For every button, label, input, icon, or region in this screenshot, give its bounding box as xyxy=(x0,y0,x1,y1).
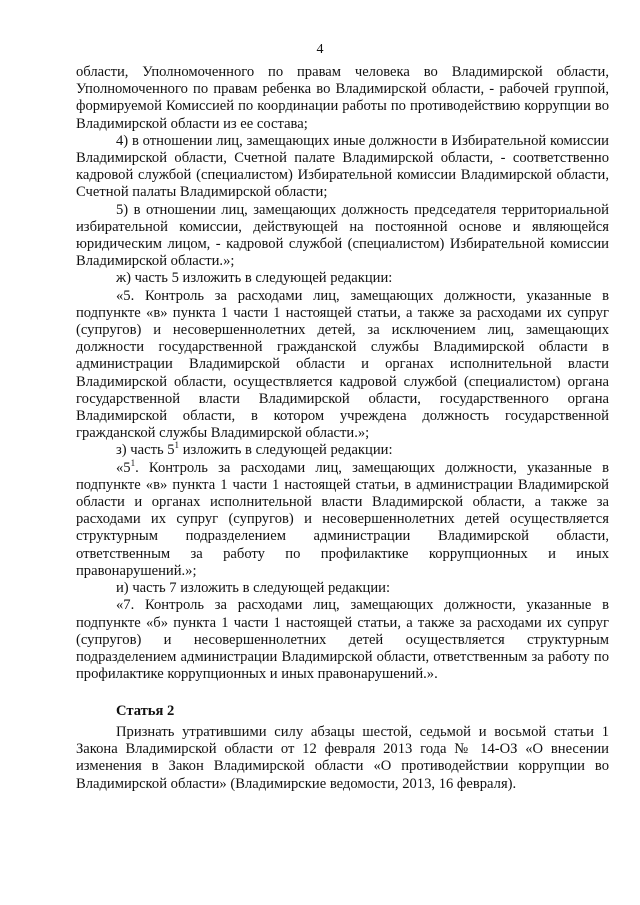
paragraph-item-5: 5) в отношении лиц, замещающих должность председателя территориальной избирательной комиссии, действующей на постоянной основе и являющейся юридическим лицом, - кадровой службой (специалистом) Избирательной комиссии Владимирской области.»; xyxy=(76,201,609,270)
paragraph-part-5-1-text xyxy=(76,457,609,580)
superscript-index: 1 xyxy=(130,457,136,468)
article-2-heading: Статья 2 xyxy=(116,703,175,719)
paragraph-part-5-text: «5. Контроль за расходами лиц, замещающих должности, указанные в подпункте «в» пункта 1 части 1 настоящей статьи, а также за расходами их супруг (супругов) и несовершеннолетних детей, за исключением лиц, замещающих должности государственной гражданской службы Владимирской области в администрации Владимирской области и органах исполнительной власти Владимирской области, осуществляется кадровой службой (специалистом) органа государственной власти Владимирской области, государственного органа Владимирской области, в котором учреждена должность государственной гражданской службы Владимирской области.»; xyxy=(76,287,609,442)
superscript-index: 1 xyxy=(174,440,180,451)
paragraph-amendment-z-post: изложить в следующей редакции: xyxy=(179,442,393,459)
paragraph-part-7-text: «7. Контроль за расходами лиц, замещающих должности, указанные в подпункте «б» пункта 1 части 1 настоящей статьи, а также за расходами их супруг (супругов) и несовершеннолетних детей осуществляется структурным подразделением администрации Владимирской области, ответственным за работу по профилактике коррупционных и иных правонарушений.». xyxy=(76,597,609,683)
paragraph-amendment-zh: ж) часть 5 изложить в следующей редакции: xyxy=(116,270,393,287)
paragraph-amendment-z-pre: з) часть 5 xyxy=(116,442,175,459)
paragraph-continuation: области, Уполномоченного по правам человека во Владимирской области, Уполномоченного по правам ребенка во Владимирской области, - рабочей группой, формируемой Комиссией по координации работы по противодействию коррупции во Владимирской области из ее состава; xyxy=(76,64,609,132)
paragraph-item-4: 4) в отношении лиц, замещающих иные должности в Избирательной комиссии Владимирской области, Счетной палате Владимирской области, - соответственно кадровой службой (специалистом) Избирательной комиссии Владимирской области, Счетной палаты Владимирской области; xyxy=(76,132,609,201)
paragraph-amendment-z xyxy=(76,442,609,459)
paragraph-part-5-1-post: . Контроль за расходами лиц, замещающих должности, указанные в подпункте «в» пункта 1 части 1 настоящей статьи, в администрации Владимирской области и органах исполнительной власти Владимирской области, а также за расходами их супруг (супругов) и несовершеннолетних детей осуществляется структурным подразделением администрации Владимирской области, ответственным за работу по профилактике коррупционных и иных правонарушений.»; xyxy=(76,459,609,579)
page-number: 4 xyxy=(316,42,324,57)
article-2-paragraph: Признать утратившими силу абзацы шестой, седьмой и восьмой статьи 1 Закона Владимирской области от 12 февраля 2013 года № 14-ОЗ «О внесении изменения в Закон Владимирской области «О противодействии коррупции во Владимирской области» (Владимирские ведомости, 2013, 16 февраля). xyxy=(76,724,609,792)
paragraph-amendment-i: и) часть 7 изложить в следующей редакции: xyxy=(116,580,391,597)
paragraph-part-5-1-pre: «5 xyxy=(116,459,131,476)
article-2-body xyxy=(76,724,609,793)
document-body xyxy=(76,64,609,683)
